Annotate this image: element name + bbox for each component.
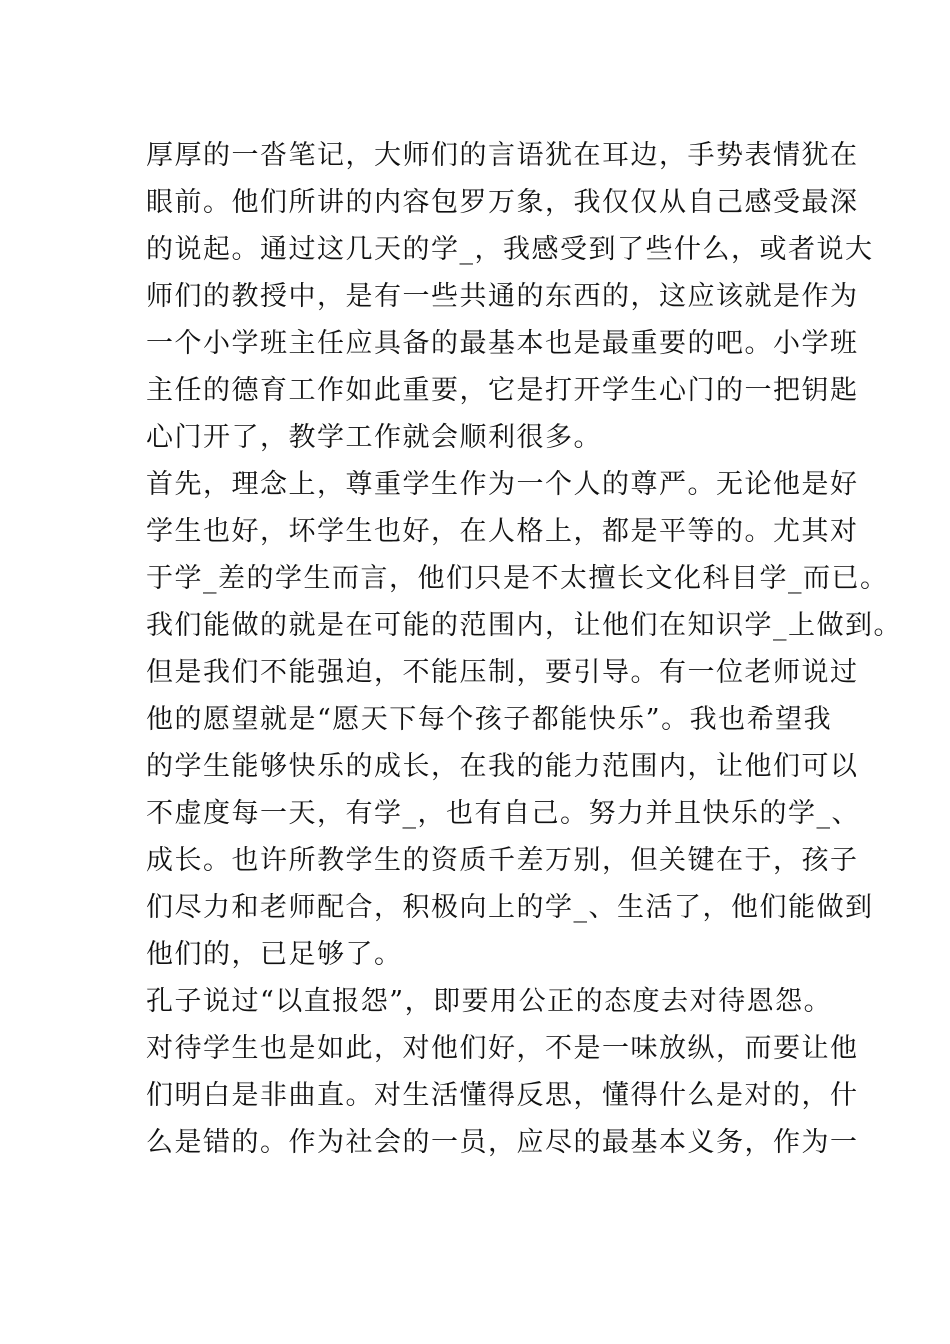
text-line: 但是我们不能强迫，不能压制，要引导。有一位老师说过 bbox=[146, 657, 859, 688]
text-line: 主任的德育工作如此重要，它是打开学生心门的一把钥匙 bbox=[146, 375, 859, 406]
text-line: 成长。也许所教学生的资质千差万别，但关键在于，孩子 bbox=[146, 845, 859, 876]
text-line: 学生也好，坏学生也好，在人格上，都是平等的。尤其对 bbox=[146, 516, 859, 547]
body-text bbox=[146, 132, 902, 1166]
text-line: 他们的，已足够了。 bbox=[146, 939, 403, 970]
text-line: 眼前。他们所讲的内容包罗万象，我仅仅从自己感受最深 bbox=[146, 187, 859, 218]
text-line: 对待学生也是如此，对他们好，不是一味放纵，而要让他 bbox=[146, 1033, 859, 1064]
text-line: 们明白是非曲直。对生活懂得反思，懂得什么是对的，什 bbox=[146, 1080, 859, 1111]
text-line: 师们的教授中，是有一些共通的东西的，这应该就是作为 bbox=[146, 281, 859, 312]
text-line: 们尽力和老师配合，积极向上的学_、生活了，他们能做到 bbox=[146, 892, 874, 923]
text-line: 他的愿望就是“愿天下每个孩子都能快乐”。我也希望我 bbox=[146, 704, 833, 735]
text-line: 么是错的。作为社会的一员，应尽的最基本义务，作为一 bbox=[146, 1127, 859, 1158]
text-line: 的说起。通过这几天的学_，我感受到了些什么，或者说大 bbox=[146, 234, 874, 265]
text-line: 于学_差的学生而言，他们只是不太擅长文化科目学_而已。 bbox=[146, 563, 889, 594]
text-line: 厚厚的一沓笔记，大师们的言语犹在耳边，手势表情犹在 bbox=[146, 140, 859, 171]
text-line: 一个小学班主任应具备的最基本也是最重要的吧。小学班 bbox=[146, 328, 859, 359]
text-line: 的学生能够快乐的成长，在我的能力范围内，让他们可以 bbox=[146, 751, 859, 782]
text-line: 我们能做的就是在可能的范围内，让他们在知识学_上做到。 bbox=[146, 610, 902, 641]
text-line: 不虚度每一天，有学_，也有自己。努力并且快乐的学_、 bbox=[146, 798, 860, 829]
text-line: 心门开了，教学工作就会顺利很多。 bbox=[146, 422, 602, 453]
text-line: 首先，理念上，尊重学生作为一个人的尊严。无论他是好 bbox=[146, 469, 859, 500]
text-line: 孔子说过“以直报怨”，即要用公正的态度去对待恩怨。 bbox=[146, 986, 833, 1017]
